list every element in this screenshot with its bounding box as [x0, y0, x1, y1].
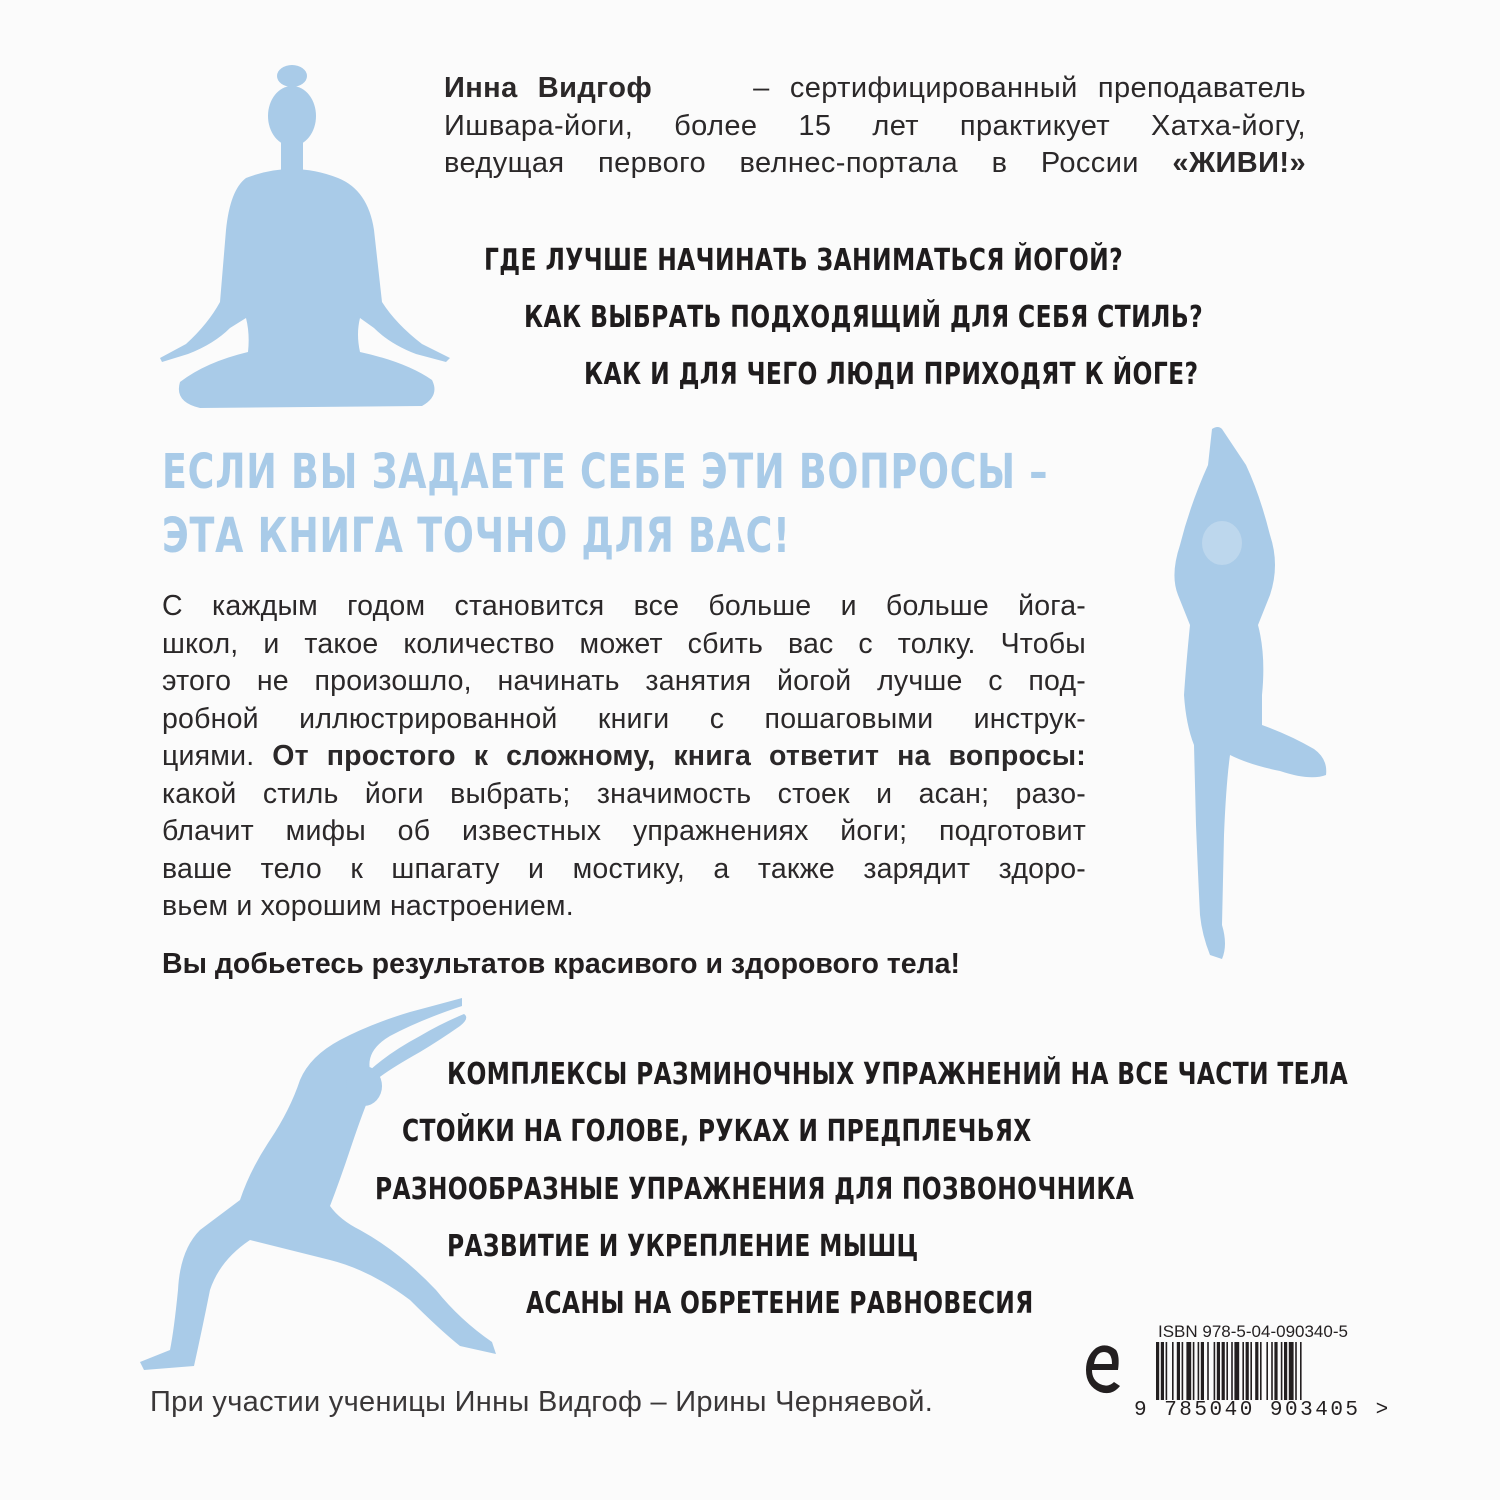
description-line-2: школ, и такое количество может сбить вас с толку. Чтобы — [162, 627, 1086, 660]
feature-5: АСАНЫ НА ОБРЕТЕНИЕ РАВНОВЕСИЯ — [526, 1286, 1034, 1321]
barcode-bar — [1166, 1342, 1168, 1400]
barcode-bar — [1186, 1342, 1191, 1400]
barcode-bar — [1284, 1342, 1287, 1400]
barcode-bar — [1271, 1342, 1273, 1400]
description-line-4: робной иллюстрированной книги с пошаговыми инструк- — [162, 702, 1086, 735]
barcode-bar — [1266, 1342, 1268, 1400]
barcode-bar — [1226, 1342, 1228, 1400]
description-line-6: какой стиль йоги выбрать; значимость стоек и асан; разо- — [162, 777, 1086, 810]
publisher-logo-icon — [1082, 1340, 1122, 1396]
author-line-1 — [444, 70, 1306, 108]
barcode-bar — [1182, 1342, 1184, 1400]
conclusion: Вы добьетесь результатов красивого и здорового тела! — [162, 948, 961, 980]
barcode-bar — [1207, 1342, 1209, 1400]
lotus-pose-silhouette — [160, 62, 460, 412]
description-line-5-start: циями. — [162, 740, 255, 772]
feature-4: РАЗВИТИЕ И УКРЕПЛЕНИЕ МЫШЦ — [447, 1229, 919, 1264]
barcode-bar — [1222, 1342, 1225, 1400]
author-line-3 — [444, 145, 1306, 183]
feature-1: КОМПЛЕКСЫ РАЗМИНОЧНЫХ УПРАЖНЕНИЙ НА ВСЕ ЧАСТИ ТЕЛА — [447, 1057, 1349, 1092]
barcode-bar — [1260, 1342, 1262, 1400]
author-line-3-text: ведущая первого велнес-портала в России — [444, 147, 1139, 179]
question-3: КАК И ДЛЯ ЧЕГО ЛЮДИ ПРИХОДЯТ К ЙОГЕ? — [584, 357, 1199, 392]
barcode-bar — [1295, 1342, 1297, 1400]
isbn: ISBN 978-5-04-090340-5 — [1158, 1322, 1348, 1341]
barcode-bar — [1177, 1342, 1180, 1400]
barcode-bar — [1231, 1342, 1233, 1400]
barcode-bar — [1193, 1342, 1195, 1400]
barcode — [1156, 1342, 1371, 1402]
author-title: – сертифицированный преподаватель — [753, 72, 1306, 104]
author-name: Инна Видгоф — [444, 72, 653, 104]
feature-2: СТОЙКИ НА ГОЛОВЕ, РУКАХ И ПРЕДПЛЕЧЬЯХ — [402, 1114, 1032, 1149]
description-highlight: От простого к сложному, книга ответит на вопросы: — [272, 740, 1086, 772]
barcode-bar — [1172, 1342, 1174, 1400]
author-line-2: Ишвара-йоги, более 15 лет практикует Хатха-йогу, — [444, 109, 1306, 142]
question-1: ГДЕ ЛУЧШЕ НАЧИНАТЬ ЗАНИМАТЬСЯ ЙОГОЙ? — [484, 243, 1124, 278]
feature-3: РАЗНООБРАЗНЫЕ УПРАЖНЕНИЯ ДЛЯ ПОЗВОНОЧНИКА — [375, 1172, 1135, 1207]
barcode-bar — [1234, 1342, 1239, 1400]
barcode-bar — [1255, 1342, 1258, 1400]
description-line-1: С каждым годом становится все больше и больше йога- — [162, 590, 1086, 622]
description-line-9: вьем и хорошим настроением. — [162, 890, 574, 922]
barcode-bar — [1214, 1342, 1216, 1400]
description-line-7: блачит мифы об известных упражнениях йоги; подготовит — [162, 815, 1086, 847]
barcode-bar — [1274, 1342, 1277, 1400]
portal-name: «ЖИВИ!» — [1172, 147, 1306, 179]
description-line-5 — [162, 738, 1086, 776]
barcode-digits: 9 785040 903405 > — [1134, 1399, 1391, 1422]
headline-line-2: ЭТА КНИГА ТОЧНО ДЛЯ ВАС! — [162, 508, 791, 564]
barcode-bar — [1300, 1342, 1302, 1400]
barcode-bar — [1156, 1342, 1159, 1400]
tree-pose-silhouette — [1150, 425, 1330, 965]
author-intro — [444, 70, 1306, 183]
barcode-bar — [1281, 1342, 1283, 1400]
question-2: КАК ВЫБРАТЬ ПОДХОДЯЩИЙ ДЛЯ СЕБЯ СТИЛЬ? — [524, 300, 1204, 335]
barcode-bar — [1242, 1342, 1244, 1400]
barcode-bar — [1250, 1342, 1252, 1400]
book-description — [162, 588, 1086, 926]
barcode-bar — [1217, 1342, 1220, 1400]
description-line-3: этого не произошло, начинать занятия йогой лучше с под- — [162, 665, 1086, 697]
barcode-bar — [1289, 1342, 1294, 1400]
barcode-bar — [1201, 1342, 1204, 1400]
barcode-bar — [1198, 1342, 1200, 1400]
barcode-bar — [1161, 1342, 1164, 1400]
headline-line-1: ЕСЛИ ВЫ ЗАДАЕТЕ СЕБЕ ЭТИ ВОПРОСЫ – — [162, 444, 1049, 500]
barcode-bar — [1246, 1342, 1249, 1400]
credit-line: При участии ученицы Инны Видгоф – Ирины Черняевой. — [150, 1386, 934, 1418]
description-line-8: ваше тело к шпагату и мостику, а также зарядит здоро- — [162, 852, 1086, 885]
